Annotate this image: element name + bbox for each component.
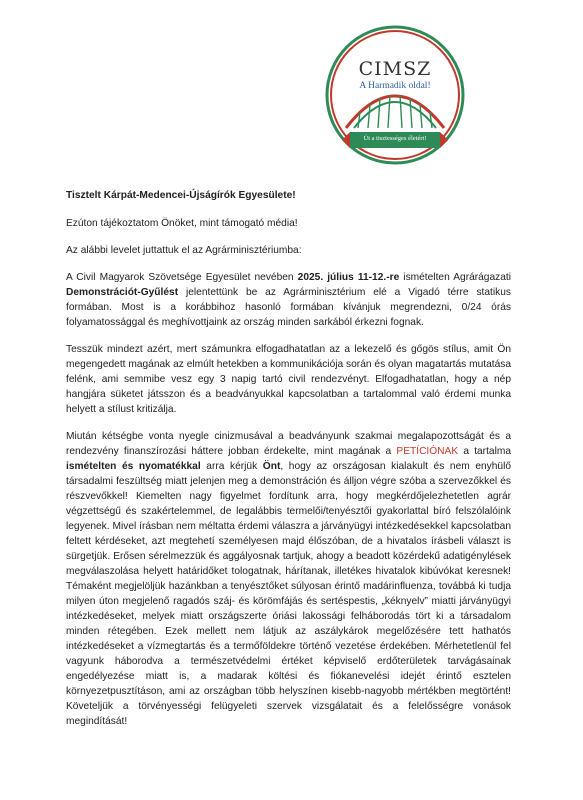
announcement-text-a: A Civil Magyarok Szövetsége Egyesület nevében [66, 272, 298, 283]
announcement-text-b: ismételten Agrárágazati [399, 272, 511, 283]
letter-body [66, 188, 511, 741]
cimsz-logo-emblem [324, 24, 466, 166]
demands-text-a: Miután kétségbe vonta nyegle cinizmusával a beadványunk szakmai megalapozottságát és a rendezvény finanszírozási háttere jobban érdekelte, mint magának a [66, 431, 511, 457]
logo-title: CIMSZ [358, 58, 432, 80]
emphasis-phrase: ismételten és nyomatékkal [66, 461, 201, 472]
paragraph-info: Ezúton tájékoztatom Önöket, mint támogató média! [66, 218, 298, 229]
logo-subtitle: A Harmadik oldal! [359, 81, 431, 91]
addressee-word: Önt [262, 461, 281, 472]
demands-text-b: a tartalma [458, 446, 511, 457]
demands-text-c: arra kérjük [200, 461, 263, 472]
announcement-text-c: jelentettünk be az Agrárminisztérium elé a Vigadó térre statikus formában. Most is a korábbihoz hasonló formában kívánjuk megrendezni, 0/24 órás folyamatossággal és meghívottjaink az ország minden sarkából érkezni fognak. [66, 287, 511, 328]
cimsz-logo [324, 24, 466, 166]
paragraph-announcement [66, 270, 511, 330]
paragraph-demands [66, 429, 511, 729]
paragraph-intro: Az alábbi levelet juttattuk el az Agrárminisztériumba: [66, 245, 302, 256]
salutation: Tisztelt Kárpát-Medencei-Újságírók Egyesülete! [66, 190, 296, 201]
paragraph-reason: Tesszük mindezt azért, mert számunkra elfogadhatatlan az a lekezelő és gőgös stílus, amit Ön megengedett magának az elmúlt hetekben a kommunikációja során és olyan magatartás mutatása felénk, ami semmibe vesz egy 3 napig tartó civil rendezvényt. Elfogadhatatlan, hogy a nép hangjára süketet játsszon és a beadványukkal kapcsolatban a tartalommal való érdemi munka helyett a stílust kritizálja. [66, 344, 511, 415]
petition-word: PETÍCIÓNAK [396, 446, 459, 457]
logo-ribbon-text: Út a tisztességes életért! [363, 135, 427, 142]
event-date: 2025. július 11-12.-re [297, 272, 400, 283]
demands-text-d: , hogy az országosan kialakult és nem enyhülő társadalmi feszültség miatt jelenjen meg a demonstráción és álljon végre szóba a szervezőkkel és részvevőkkel! Kiemelten nagy figyelmet fordítunk arra, hogy megkérdőjelezhetetlen agrár végzettségű és szakértelemmel, de legalábbis termelői/tenyésztői gyakorlattal bíró felszólalóink legyenek. Mivel írásban nem méltatta érdemi válaszra a járványügyi intézkedésekkel kapcsolatban feltett kérdéseket, azt megtehetí személyesen majd élőszóban, de a hivatalos írásbeli választ is sürgetjük. Erősen sérelmezzük és aggályosnak tartjuk, ahogy a beadott közérdekű adatigénylések megválaszolása helyett határidőket tologatnak, hárítanak, illetékes hivatalok kibúvókat keresnek! Témaként megjelöljük hazánkban a tenyésztőket súlyosan érintő madárinfluenza, továbbá ki tudja milyen úton megjelenő ragadós száj- és körömfájás és sertéspestis, „kéknyelv” miatti járványügyi intézkedéseket, melyek miatt országszerte óriási lakossági felháborodás tört ki a társadalom minden rétegében. Ezek mellett nem látjuk az aszálykárok megelőzésére tett hathatós intézkedéseket a vízmegtartás és a termőföldekre történő vezetése érdekében. Mérhetetlenül fel vagyunk háborodva a természetvédelmi értéket képviselő erdőterületek tarvágásainak engedélyezése miatt is, a madarak költési és fiókanevelési idejét érintő esztelen környezetpusztításon, ami az országban több helyszínen kisebb-nagyobb mértékben megtörtént! Követeljük a törvényességi felügyeleti szervek vizsgálatait és a felelősségre vonások megindítását! [66, 461, 512, 727]
event-name: Demonstrációt-Gyűlést [66, 287, 179, 298]
